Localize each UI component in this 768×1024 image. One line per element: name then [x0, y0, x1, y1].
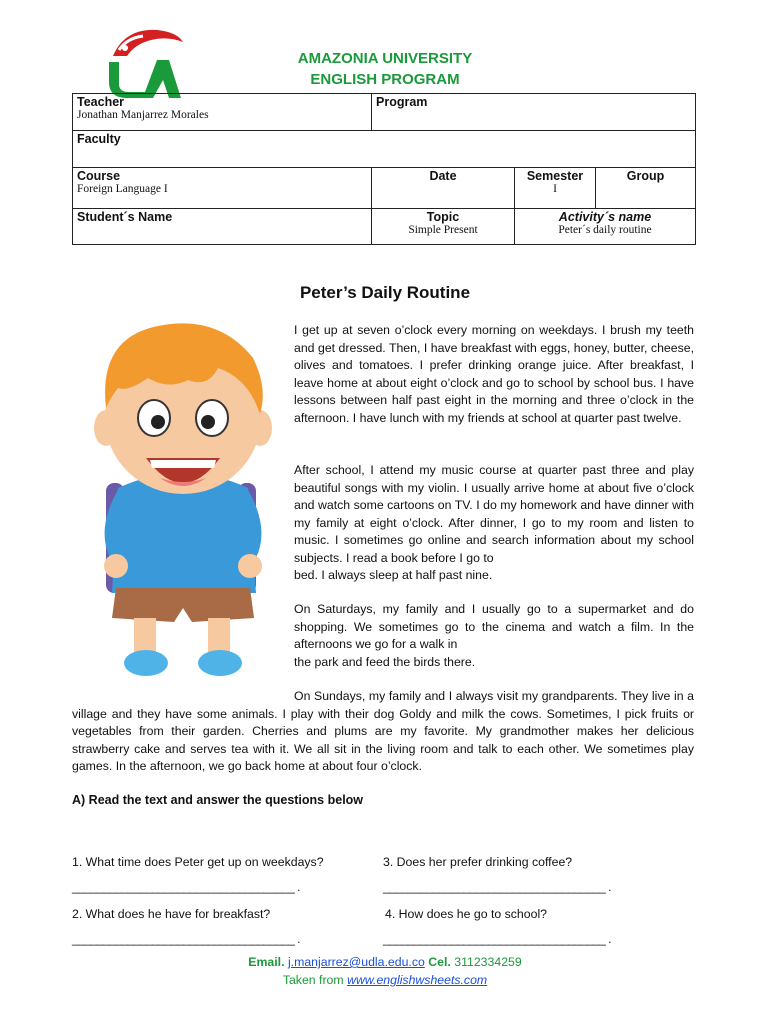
exercise-heading: A) Read the text and answer the questions below: [72, 793, 364, 807]
program-cell: [372, 94, 696, 131]
source-link[interactable]: www.englishwsheets.com: [347, 973, 488, 987]
faculty-cell: [73, 131, 696, 168]
institution-header: [270, 48, 500, 90]
teacher-value: Jonathan Manjarrez Morales: [77, 109, 209, 121]
course-label: Course: [77, 169, 121, 183]
contact-line: [160, 953, 610, 971]
date-label: Date: [429, 169, 457, 183]
answer-line-1[interactable]: ____________________________________ .: [72, 880, 300, 894]
semester-cell: [515, 168, 596, 209]
answer-line-3[interactable]: ____________________________________ .: [383, 880, 611, 894]
student-name-cell: [73, 209, 372, 245]
paragraph-after-school-text: After school, I attend my music course at quarter past three and play beautiful songs with my violin. I usually arrive home at about five o’clock and watch some cartoons on TV. I do my homework and have dinner with my family at eight o’clock. After dinner, I go to my room and listen to music. I sometimes go online and search information about my school subjects. I read a book before I go to: [294, 463, 694, 565]
group-label: Group: [626, 169, 665, 183]
semester-label: Semester: [526, 169, 584, 183]
topic-cell: [372, 209, 515, 245]
cartoon-boy-illustration: [88, 318, 278, 690]
date-cell: [372, 168, 515, 209]
program-label: Program: [376, 95, 428, 109]
topic-value: Simple Present: [408, 224, 478, 236]
student-name-label: Student´s Name: [77, 210, 173, 224]
university-logo: [105, 26, 185, 100]
info-table: [72, 93, 696, 245]
group-cell: [596, 168, 696, 209]
teacher-label: Teacher: [77, 95, 125, 109]
teacher-cell: [73, 94, 372, 131]
taken-from-label: Taken from: [282, 973, 344, 987]
topic-label: Topic: [426, 210, 460, 224]
cel-label: Cel.: [428, 955, 451, 969]
answer-line-4[interactable]: ____________________________________ .: [383, 932, 611, 946]
answer-line-2[interactable]: ____________________________________ .: [72, 932, 300, 946]
program-name: ENGLISH PROGRAM: [310, 71, 460, 88]
course-value: Foreign Language I: [77, 183, 168, 195]
question-3: 3. Does her prefer drinking coffee?: [383, 855, 573, 869]
question-2: 2. What does he have for breakfast?: [72, 907, 271, 921]
activity-label: Activity´s name: [558, 210, 652, 224]
email-link[interactable]: j.manjarrez@udla.edu.co: [287, 955, 425, 969]
email-label: Email.: [248, 955, 285, 969]
paragraph-saturdays: [294, 601, 694, 671]
footer: [160, 953, 610, 989]
paragraph-saturdays-end: the park and feed the birds there.: [294, 654, 476, 669]
paragraph-sundays: On Sundays, my family and I always visit my grandparents. They live in a village and they have some animals. I play with their dog Goldy and milk the cows. Sometimes, I pick fruits or vegetables from their garden. Cherries and plums are my favorite. My grandmother makes her delicious strawberry cake and serves tea with it. We all sit in the living room and talk to each other. We sometimes play games. In the afternoon, we go back home at about four o’clock.: [72, 689, 694, 773]
cel-value: 3112334259: [454, 955, 522, 969]
reading-title: Peter’s Daily Routine: [299, 283, 471, 302]
question-1: 1. What time does Peter get up on weekdays?: [72, 855, 324, 869]
paragraph-after-school-end: bed. I always sleep at half past nine.: [294, 568, 493, 582]
paragraph-saturdays-text: On Saturdays, my family and I usually go to a supermarket and do shopping. We sometimes go to the cinema and watch a film. In the afternoons we go for a walk in: [294, 602, 694, 651]
activity-cell: [515, 209, 696, 245]
question-4: 4. How does he go to school?: [385, 907, 548, 921]
source-line: [160, 971, 610, 989]
university-name: AMAZONIA UNIVERSITY: [297, 50, 473, 67]
activity-value: Peter´s daily routine: [558, 224, 652, 236]
paragraph-weekday-morning: I get up at seven o’clock every morning on weekdays. I brush my teeth and get dressed. Then, I have breakfast with eggs, honey, butter, cheese, olives and tomatoes. I prefer drinking orange juice. After breakfast, I leave home at about eight o’clock and go to school by school bus. I have lessons between half past eight in the morning and three o’clock in the afternoon. I have lunch with my friends at school at quarter past twelve.: [294, 323, 694, 425]
faculty-label: Faculty: [77, 132, 121, 146]
paragraph-after-school: [294, 462, 694, 585]
semester-value: I: [553, 183, 557, 195]
course-cell: [73, 168, 372, 209]
